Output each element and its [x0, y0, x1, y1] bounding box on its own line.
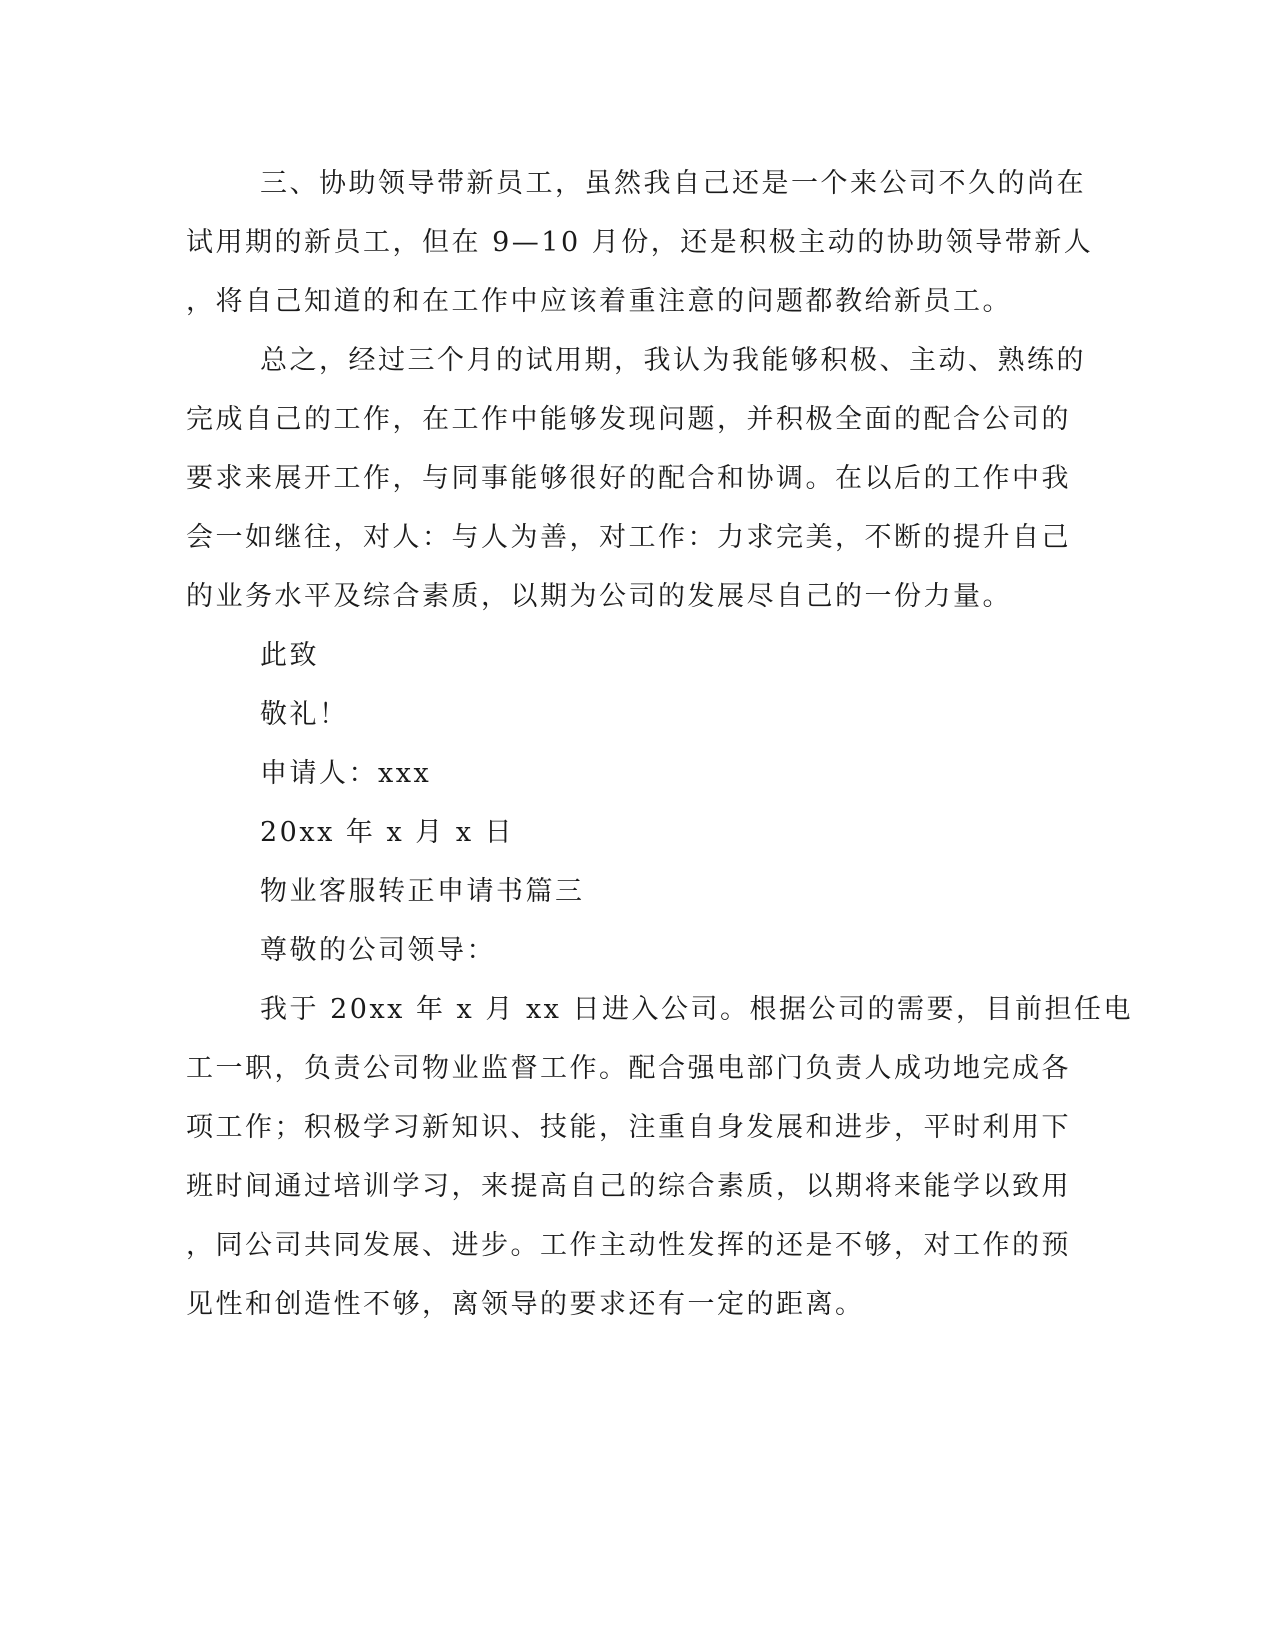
- paragraph-line: ，将自己知道的和在工作中应该着重注意的问题都教给新员工。: [186, 286, 1012, 317]
- paragraph-line: 班时间通过培训学习，来提高自己的综合素质，以期将来能学以致用: [186, 1171, 1071, 1202]
- paragraph-line: 见性和创造性不够，离领导的要求还有一定的距离。: [186, 1289, 865, 1320]
- paragraph-line: 完成自己的工作，在工作中能够发现问题，并积极全面的配合公司的: [186, 404, 1071, 435]
- date-line: 20xx 年 x 月 x 日: [260, 817, 515, 848]
- applicant-line: 申请人：xxx: [260, 758, 432, 789]
- paragraph-line: 要求来展开工作，与同事能够很好的配合和协调。在以后的工作中我: [186, 463, 1071, 494]
- paragraph-line: ，同公司共同发展、进步。工作主动性发挥的还是不够，对工作的预: [186, 1230, 1071, 1261]
- paragraph-line: 工一职，负责公司物业监督工作。配合强电部门负责人成功地完成各: [186, 1053, 1071, 1084]
- section-heading: 物业客服转正申请书篇三: [260, 876, 585, 907]
- paragraph-line: 项工作；积极学习新知识、技能，注重自身发展和进步，平时利用下: [186, 1112, 1071, 1143]
- paragraph-line: 三、协助领导带新员工，虽然我自己还是一个来公司不久的尚在: [260, 168, 1086, 199]
- paragraph-line: 我于 20xx 年 x 月 xx 日进入公司。根据公司的需要，目前担任电: [260, 994, 1133, 1025]
- paragraph-line: 试用期的新员工，但在 9—10 月份，还是积极主动的协助领导带新人: [186, 227, 1094, 258]
- paragraph-line: 会一如继往，对人：与人为善，对工作：力求完美，不断的提升自己: [186, 522, 1071, 553]
- paragraph-line: 总之，经过三个月的试用期，我认为我能够积极、主动、熟练的: [260, 345, 1086, 376]
- closing-phrase: 此致: [260, 640, 319, 671]
- greeting-line: 尊敬的公司领导：: [260, 935, 496, 966]
- paragraph-line: 的业务水平及综合素质，以期为公司的发展尽自己的一份力量。: [186, 581, 1012, 612]
- closing-salutation: 敬礼！: [260, 699, 349, 730]
